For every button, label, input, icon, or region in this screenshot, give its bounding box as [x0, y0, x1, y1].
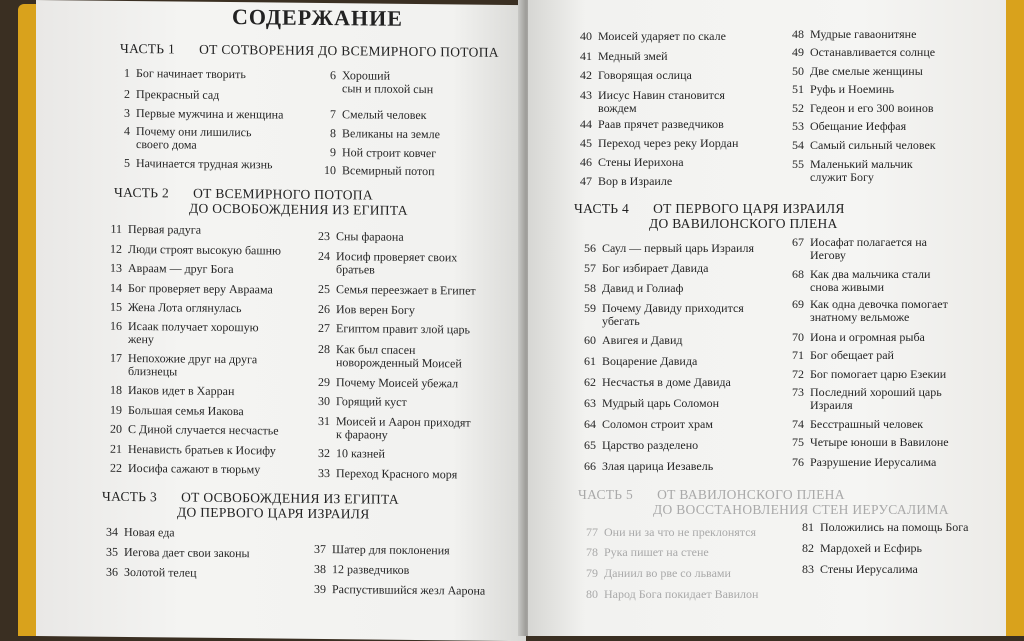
chapter-title: 12 разведчиков [332, 562, 410, 577]
toc-chapter-item [570, 30, 726, 43]
chapter-title: Последний хороший царь Израиля [810, 385, 942, 412]
chapter-title: Ненависть братьев к Иосифу [128, 441, 276, 458]
toc-chapter-item [782, 158, 913, 184]
toc-chapter-item [782, 120, 906, 133]
chapter-title: Гедеон и его 300 воинов [810, 101, 934, 115]
toc-chapter-item [782, 46, 935, 59]
chapter-title: Останавливается солнце [810, 45, 936, 59]
toc-chapter-item [308, 467, 457, 482]
chapter-title: Почему они лишились своего дома [136, 124, 252, 152]
toc-chapter-item [570, 175, 672, 188]
chapter-title: Моисей ударяет по скале [598, 29, 726, 43]
toc-chapter-item [96, 566, 197, 580]
chapter-title: Говорящая ослица [598, 68, 692, 82]
chapter-title: Как был спасен новорожденный Моисей [336, 342, 462, 371]
chapter-title: Народ Бога покидает Вавилон [604, 587, 759, 601]
toc-chapter-item [570, 118, 724, 131]
chapter-number: 18 [110, 382, 122, 397]
part-label: ЧАСТЬ 3 [102, 488, 158, 505]
chapter-number: 11 [110, 221, 122, 236]
toc-chapter-item [100, 301, 241, 315]
toc-chapter-item [108, 67, 246, 81]
chapter-number: 35 [106, 544, 118, 559]
toc-chapter-item [782, 102, 934, 115]
chapter-title: Медный змей [598, 49, 668, 63]
part-label: ЧАСТЬ 1 [120, 40, 176, 57]
chapter-title: Как два мальчика стали снова живыми [810, 267, 931, 294]
chapter-number: 68 [792, 267, 804, 281]
chapter-title: Новая еда [124, 524, 175, 540]
part-title-line1: ОТ ПЕРВОГО ЦАРЯ ИЗРАИЛЯ [653, 201, 845, 216]
chapter-title: Непохожие друг на друга близнецы [128, 350, 258, 379]
chapter-number: 65 [584, 438, 596, 452]
chapter-number: 62 [584, 375, 596, 389]
toc-chapter-item [782, 236, 927, 262]
toc-chapter-item [574, 376, 731, 389]
chapter-number: 49 [792, 45, 804, 59]
chapter-title: Бог проверяет веру Авраама [128, 280, 273, 297]
part-heading-2 [114, 185, 408, 218]
chapter-title: Как одна девочка помогает знатному вельможе [810, 297, 948, 324]
toc-chapter-item [304, 583, 485, 598]
chapter-number: 40 [580, 29, 592, 43]
chapter-number: 31 [318, 413, 330, 429]
chapter-title: Первые мужчина и женщина [136, 106, 284, 122]
chapter-title: Маленький мальчик служит Богу [810, 157, 913, 184]
chapter-number: 58 [584, 281, 596, 295]
toc-chapter-item [782, 83, 894, 96]
toc-chapter-item [570, 89, 725, 115]
chapter-title: Стены Иерихона [598, 155, 684, 169]
chapter-number: 51 [792, 82, 804, 96]
chapter-title: Прекрасный сад [136, 87, 220, 102]
toc-chapter-item [570, 69, 692, 82]
toc-chapter-item [308, 322, 470, 337]
chapter-number: 20 [110, 421, 122, 436]
toc-chapter-item [574, 397, 719, 410]
chapter-title: Смелый человек [342, 107, 427, 123]
toc-chapter-item [792, 521, 969, 534]
chapter-title: Иисус Навин становится вождем [598, 88, 725, 115]
chapter-number: 73 [792, 385, 804, 399]
part-title-line1: ОТ ОСВОБОЖДЕНИЯ ИЗ ЕГИПТА [181, 489, 399, 507]
chapter-number: 29 [318, 374, 330, 390]
chapter-number: 50 [792, 64, 804, 78]
part-heading-5 [578, 487, 949, 517]
toc-chapter-item [96, 526, 175, 540]
chapter-title: Обещание Иеффая [810, 119, 907, 133]
toc-chapter-item [314, 164, 435, 178]
chapter-number: 36 [106, 564, 118, 579]
toc-chapter-item [570, 156, 684, 169]
part-title-line1: ОТ ВСЕМИРНОГО ПОТОПА [193, 185, 373, 203]
chapter-title: Рука пишет на стене [604, 545, 709, 559]
chapter-number: 81 [802, 520, 814, 534]
toc-chapter-item [100, 423, 279, 438]
chapter-number: 34 [106, 524, 118, 539]
chapter-title: Бог избирает Давида [602, 261, 709, 275]
chapter-title: Переход Красного моря [336, 466, 458, 482]
open-book [18, 0, 1018, 636]
toc-chapter-item [100, 352, 257, 380]
chapter-title: Иаков идет в Харран [128, 382, 235, 399]
chapter-title: Мудрый царь Соломон [602, 396, 720, 410]
toc-chapter-item [314, 69, 433, 96]
chapter-number: 56 [584, 241, 596, 255]
toc-chapter-item [782, 368, 946, 381]
left-page [36, 0, 526, 641]
toc-chapter-item [100, 384, 234, 398]
chapter-number: 30 [318, 393, 330, 409]
toc-chapter-item [782, 268, 930, 294]
chapter-title: Руфь и Ноеминь [810, 82, 895, 96]
chapter-title: Распустившийся жезл Аарона [332, 582, 486, 598]
toc-chapter-item [108, 107, 283, 122]
chapter-number: 9 [330, 145, 336, 160]
chapter-title: Начинается трудная жизнь [136, 156, 273, 172]
chapter-title: Бог обещает рай [810, 348, 894, 362]
toc-chapter-item [100, 223, 201, 237]
chapter-title: С Диной случается несчастье [128, 421, 279, 438]
chapter-title: Четыре юноши в Вавилоне [810, 435, 949, 449]
chapter-number: 83 [802, 562, 814, 576]
toc-chapter-item [108, 88, 219, 102]
chapter-title: Почему Давиду приходится убегать [602, 301, 744, 328]
chapter-number: 6 [330, 68, 336, 83]
toc-chapter-item [100, 282, 273, 297]
chapter-title: Египтом правит злой царь [336, 321, 470, 337]
chapter-number: 57 [584, 261, 596, 275]
chapter-number: 44 [580, 117, 592, 131]
chapter-number: 4 [124, 123, 130, 138]
chapter-number: 77 [586, 525, 598, 539]
toc-chapter-item [782, 139, 936, 152]
chapter-number: 1 [124, 65, 130, 80]
toc-chapter-item [308, 395, 407, 409]
chapter-title: Саул — первый царь Израиля [602, 241, 754, 255]
chapter-number: 33 [318, 465, 330, 481]
chapter-number: 46 [580, 155, 592, 169]
part-label: ЧАСТЬ 4 [574, 201, 630, 216]
toc-chapter-item [574, 355, 697, 368]
chapter-number: 8 [330, 126, 336, 141]
chapter-title: Они ни за что не преклонятся [604, 525, 757, 539]
toc-chapter-item [574, 242, 754, 255]
chapter-title: Исаак получает хорошую жену [128, 318, 259, 347]
toc-chapter-item [308, 415, 471, 443]
chapter-number: 75 [792, 435, 804, 449]
toc-chapter-item [574, 418, 713, 431]
chapter-number: 60 [584, 333, 596, 347]
chapter-title: Люди строят высокую башню [128, 241, 282, 258]
chapter-title: Стены Иерусалима [820, 562, 918, 576]
chapter-title: Иосиф проверяет своих братьев [336, 249, 458, 277]
chapter-number: 80 [586, 587, 598, 601]
toc-chapter-item [782, 298, 948, 324]
chapter-number: 54 [792, 138, 804, 152]
chapter-title: Всемирный потоп [342, 163, 435, 179]
chapter-title: Иосифа сажают в тюрьму [128, 460, 261, 477]
part-title-line2: ДО ВАВИЛОНСКОГО ПЛЕНА [649, 216, 838, 231]
chapter-number: 22 [110, 460, 122, 475]
chapter-number: 47 [580, 174, 592, 188]
chapter-title: Разрушение Иерусалима [810, 455, 937, 469]
chapter-title: Ной строит ковчег [342, 145, 437, 161]
chapter-number: 42 [580, 68, 592, 82]
toc-chapter-item [792, 563, 918, 576]
chapter-title: Две смелые женщины [810, 64, 923, 78]
chapter-number: 67 [792, 235, 804, 249]
chapter-number: 70 [792, 330, 804, 344]
chapter-number: 74 [792, 417, 804, 431]
part-title-line2: ДО ОСВОБОЖДЕНИЯ ИЗ ЕГИПТА [189, 200, 408, 218]
chapter-number: 37 [314, 541, 326, 557]
chapter-number: 82 [802, 541, 814, 555]
toc-chapter-item [570, 137, 738, 150]
toc-chapter-item [308, 376, 458, 391]
chapter-number: 48 [792, 27, 804, 41]
toc-chapter-item [304, 543, 450, 558]
toc-chapter-item [576, 588, 758, 601]
toc-chapter-item [576, 567, 731, 580]
chapter-title: Царство разделено [602, 438, 699, 452]
chapter-title: Переход через реку Иордан [598, 136, 739, 150]
chapter-title: Иегова дает свои законы [124, 544, 250, 561]
chapter-title: Хороший сын и плохой сын [342, 68, 434, 97]
toc-chapter-item [792, 542, 922, 555]
part-title-line1: ОТ ВАВИЛОНСКОГО ПЛЕНА [657, 487, 845, 502]
chapter-title: Бог начинает творить [136, 66, 246, 82]
chapter-title: Вор в Израиле [598, 174, 673, 188]
chapter-number: 2 [124, 86, 130, 101]
toc-chapter-item [314, 108, 427, 122]
chapter-title: Большая семья Иакова [128, 402, 244, 419]
chapter-title: Раав прячет разведчиков [598, 117, 724, 131]
toc-chapter-item [576, 546, 709, 559]
toc-chapter-item [314, 146, 436, 160]
chapter-title: Почему Моисей убежал [336, 375, 459, 391]
chapter-number: 12 [110, 241, 122, 256]
chapter-number: 64 [584, 417, 596, 431]
chapter-title: Несчастья в доме Давида [602, 375, 731, 389]
toc-chapter-item [108, 125, 251, 153]
toc-chapter-item [576, 526, 756, 539]
chapter-number: 25 [318, 281, 330, 297]
chapter-number: 38 [314, 561, 326, 577]
chapter-number: 55 [792, 157, 804, 171]
toc-chapter-item [308, 303, 415, 317]
toc-chapter-item [782, 386, 942, 412]
chapter-number: 13 [110, 260, 122, 275]
chapter-title: Горящий куст [336, 394, 407, 409]
toc-chapter-item [574, 282, 683, 295]
chapter-title: Авигея и Давид [602, 333, 683, 347]
toc-chapter-item [304, 563, 409, 577]
toc-chapter-item [308, 447, 385, 461]
chapter-number: 27 [318, 320, 330, 336]
toc-chapter-item [782, 349, 894, 362]
chapter-number: 59 [584, 301, 596, 315]
toc-chapter-item [100, 404, 244, 419]
toc-chapter-item [782, 65, 923, 78]
toc-chapter-item [570, 50, 668, 63]
toc-chapter-item [574, 302, 744, 328]
chapter-number: 32 [318, 445, 330, 461]
right-page [528, 0, 1006, 636]
chapter-title: Шатер для поклонения [332, 542, 450, 558]
chapter-number: 66 [584, 459, 596, 473]
toc-chapter-item [782, 456, 936, 469]
chapter-number: 45 [580, 136, 592, 150]
toc-chapter-item [100, 443, 276, 458]
chapter-title: Бог помогает царю Езекии [810, 367, 947, 381]
toc-chapter-item [574, 334, 683, 347]
chapter-title: Воцарение Давида [602, 354, 698, 368]
chapter-number: 17 [110, 350, 122, 365]
chapter-title: Сны фараона [336, 229, 404, 244]
chapter-number: 43 [580, 88, 592, 102]
chapter-number: 28 [318, 341, 330, 357]
chapter-title: Иона и огромная рыба [810, 330, 925, 344]
chapter-title: Самый сильный человек [810, 138, 936, 152]
chapter-title: 10 казней [336, 446, 385, 461]
toc-chapter-item [574, 439, 698, 452]
chapter-number: 53 [792, 119, 804, 133]
chapter-title: Давид и Голиаф [602, 281, 684, 295]
chapter-title: Золотой телец [124, 564, 197, 580]
toc-chapter-item [782, 28, 916, 41]
toc-chapter-item [308, 283, 476, 298]
toc-chapter-item [574, 262, 708, 275]
chapter-number: 7 [330, 107, 336, 122]
chapter-title: Семья переезжает в Египет [336, 282, 476, 298]
part-title-line1: ОТ СОТВОРЕНИЯ ДО ВСЕМИРНОГО ПОТОПА [199, 41, 499, 60]
chapter-title: Мардохей и Есфирь [820, 541, 922, 555]
chapter-title: Злая царица Иезавель [602, 459, 714, 473]
chapter-number: 19 [110, 402, 122, 417]
toc-chapter-item [100, 262, 234, 276]
toc-chapter-item [96, 546, 250, 561]
chapter-number: 71 [792, 348, 804, 362]
chapter-number: 14 [110, 280, 122, 295]
toc-chapter-item [308, 230, 404, 244]
chapter-number: 63 [584, 396, 596, 410]
chapter-number: 61 [584, 354, 596, 368]
chapter-number: 10 [324, 163, 336, 178]
chapter-number: 39 [314, 581, 326, 597]
toc-chapter-item [314, 127, 440, 141]
chapter-number: 26 [318, 301, 330, 317]
toc-chapter-item [100, 320, 259, 348]
chapter-number: 78 [586, 545, 598, 559]
part-heading-3 [102, 489, 399, 522]
chapter-title: Жена Лота оглянулась [128, 299, 242, 316]
chapter-number: 79 [586, 566, 598, 580]
toc-chapter-item [308, 250, 457, 278]
toc-chapter-item [100, 243, 281, 258]
part-heading-1 [120, 41, 499, 60]
chapter-title: Моисей и Аарон приходят к фараону [336, 414, 471, 442]
chapter-title: Положились на помощь Бога [820, 520, 969, 534]
part-heading-4 [574, 201, 845, 231]
chapter-number: 69 [792, 297, 804, 311]
chapter-title: Авраам — друг Бога [128, 260, 234, 277]
chapter-number: 23 [318, 228, 330, 244]
toc-chapter-item [782, 331, 925, 344]
part-label: ЧАСТЬ 5 [578, 487, 634, 502]
chapter-number: 72 [792, 367, 804, 381]
chapter-title: Соломон строит храм [602, 417, 713, 431]
chapter-title: Бесстрашный человек [810, 417, 924, 431]
chapter-title: Мудрые гаваонитяне [810, 27, 917, 41]
toc-chapter-item [574, 460, 713, 473]
toc-chapter-item [782, 436, 949, 449]
chapter-title: Великаны на земле [342, 126, 440, 142]
part-label: ЧАСТЬ 2 [114, 184, 170, 201]
chapter-title: Иосафат полагается на Иегову [810, 235, 927, 262]
chapter-number: 52 [792, 101, 804, 115]
chapter-number: 15 [110, 299, 122, 314]
chapter-number: 76 [792, 455, 804, 469]
part-title-line2: ДО ВОССТАНОВЛЕНИЯ СТЕН ИЕРУСАЛИМА [653, 502, 949, 517]
chapter-number: 5 [124, 155, 130, 170]
toc-chapter-item [308, 343, 462, 371]
chapter-number: 21 [110, 441, 122, 456]
chapter-title: Даниил во рве со львами [604, 566, 731, 580]
page-title: СОДЕРЖАНИЕ [232, 4, 403, 31]
part-title-line2: ДО ПЕРВОГО ЦАРЯ ИЗРАИЛЯ [177, 504, 370, 522]
chapter-number: 3 [124, 105, 130, 120]
toc-chapter-item [100, 462, 260, 477]
toc-chapter-item [108, 157, 272, 172]
chapter-number: 41 [580, 49, 592, 63]
chapter-number: 24 [318, 248, 330, 264]
toc-chapter-item [782, 418, 923, 431]
chapter-number: 16 [110, 318, 122, 333]
chapter-title: Первая радуга [128, 221, 202, 237]
chapter-title: Иов верен Богу [336, 302, 415, 317]
